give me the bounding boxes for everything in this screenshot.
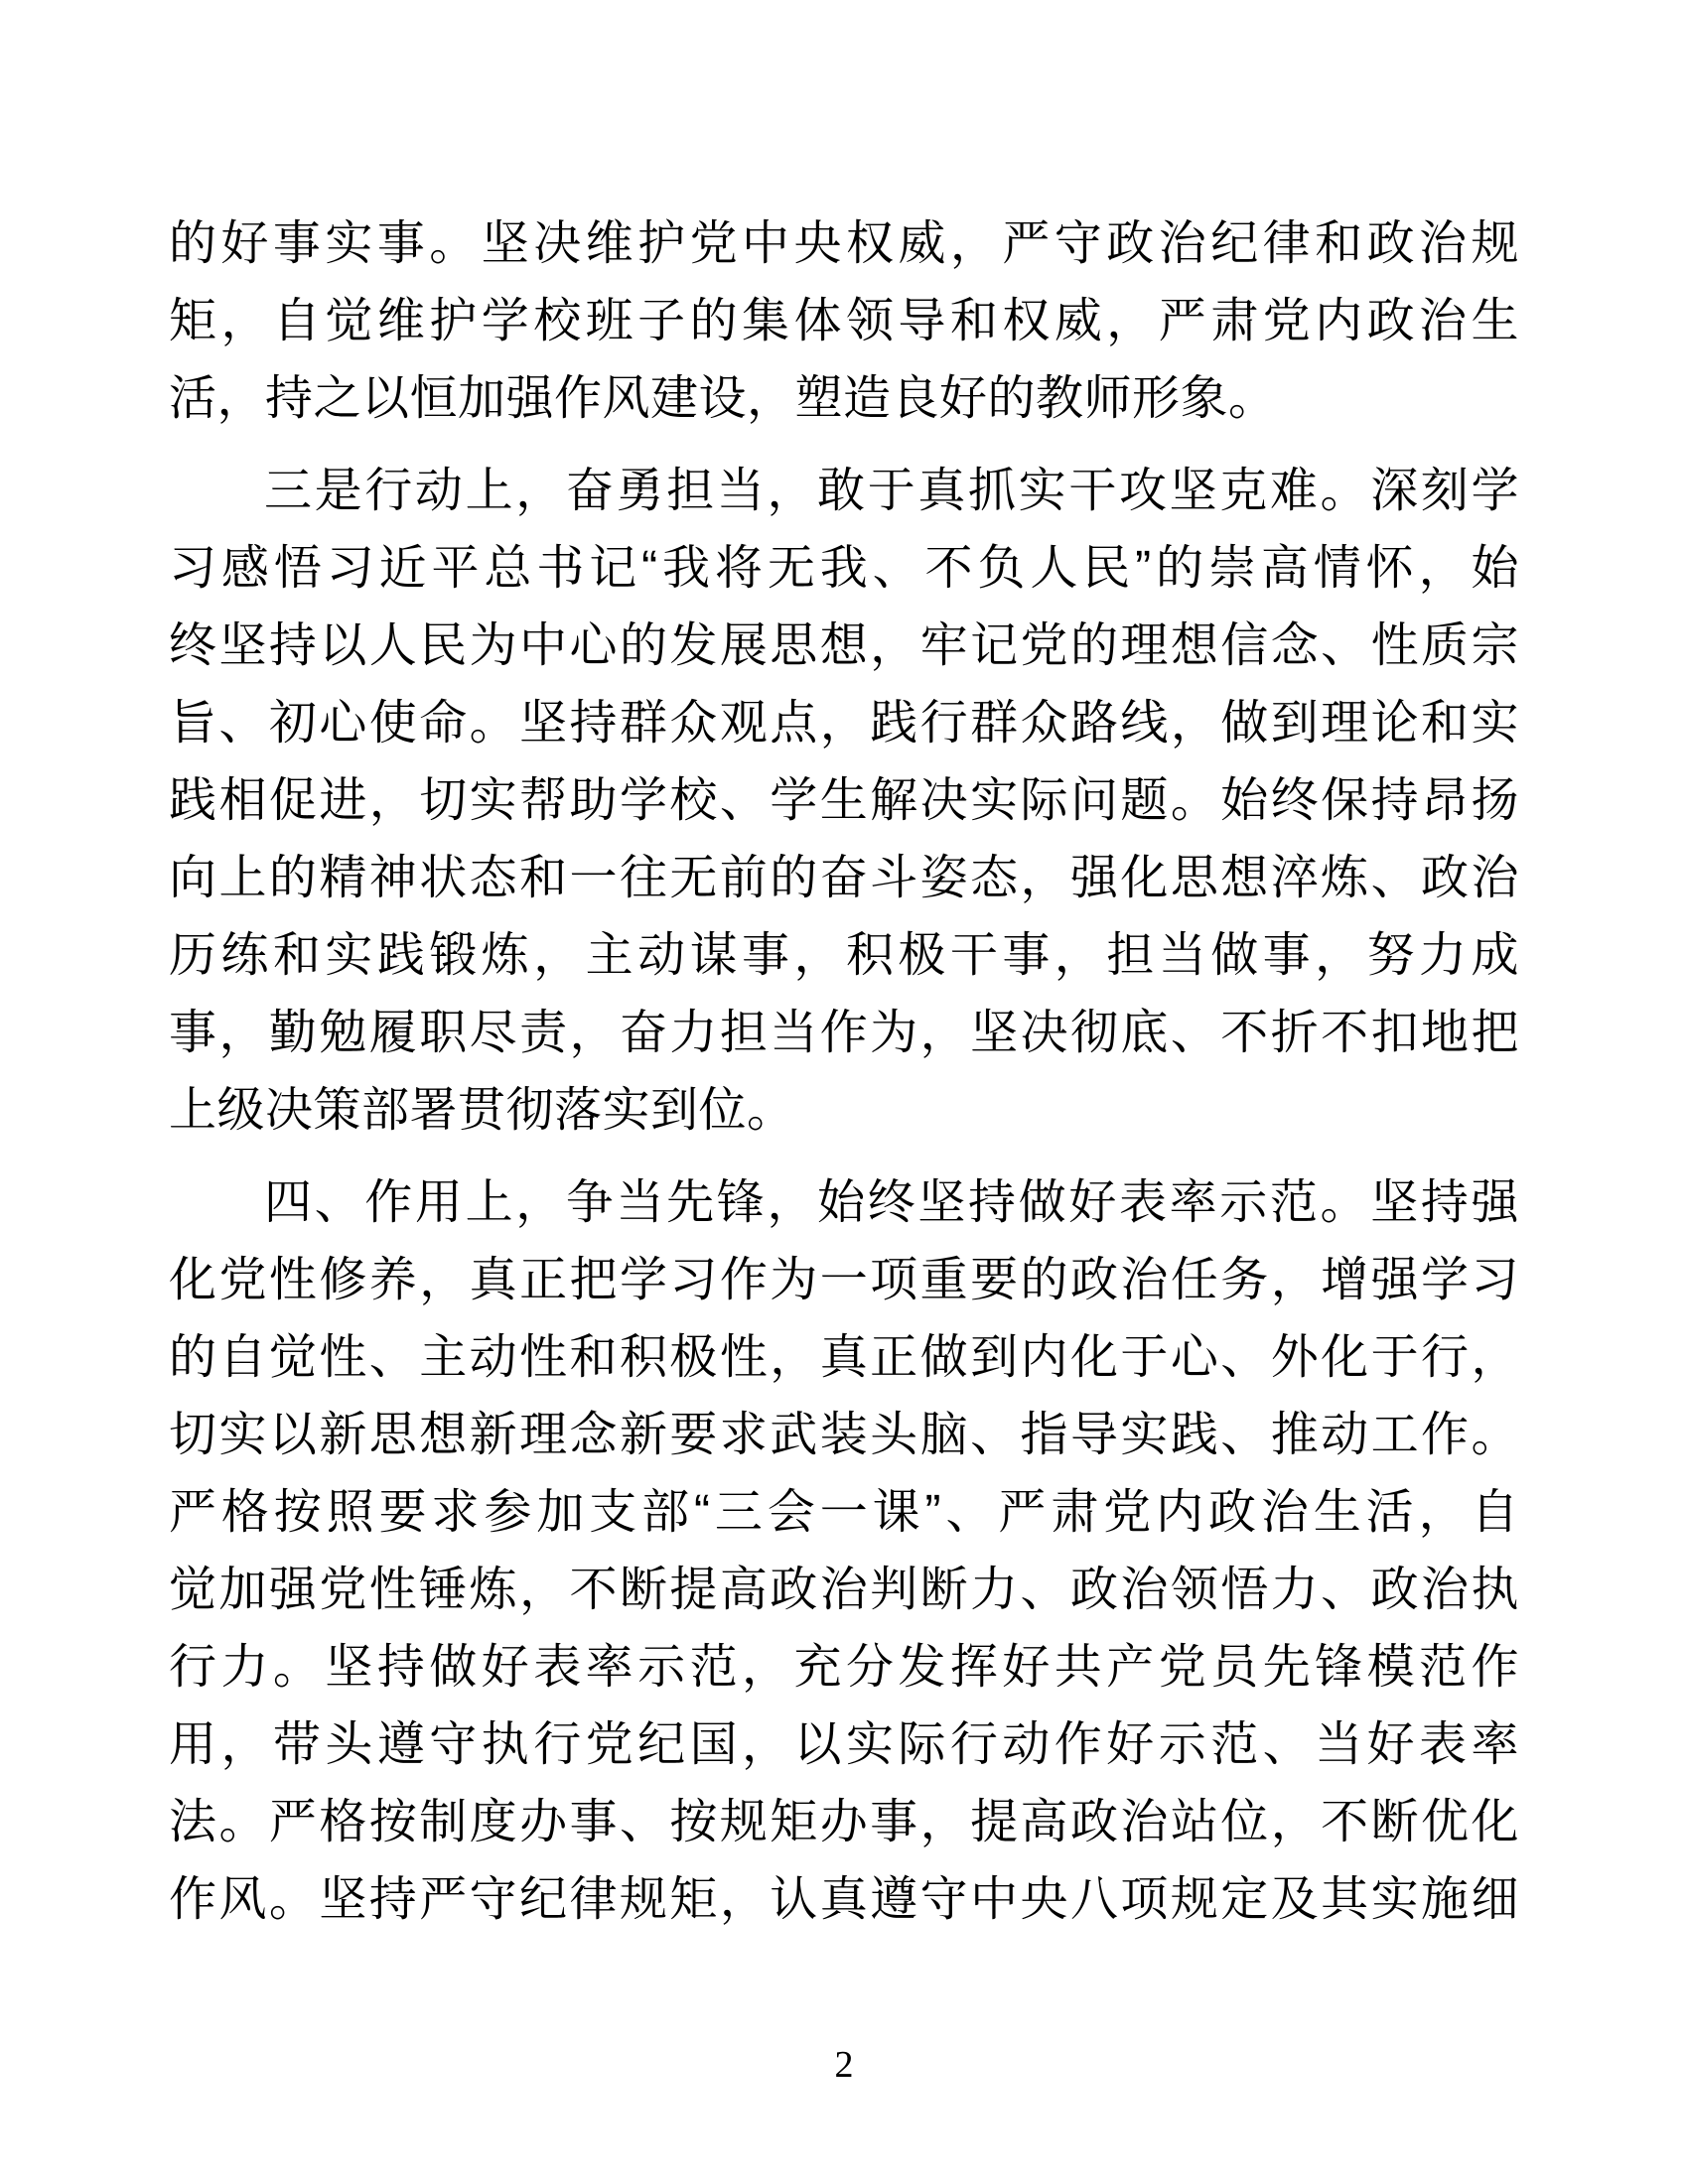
text-line: 上级决策部署贯彻落实到位。 — [169, 1084, 795, 1137]
page-number: 2 — [834, 2044, 854, 2086]
text-line: 三是行动上，奋勇担当，敢于真抓实干攻坚克难。深刻学 — [264, 465, 1519, 517]
text-line: 用，带头遵守执行党纪国，以实际行动作好示范、当好表率 — [169, 1718, 1519, 1771]
text-line: 严格按照要求参加支部“三会一课”、严肃党内政治生活，自 — [169, 1486, 1519, 1539]
text-line: 活，持之以恒加强作风建设，塑造良好的教师形象。 — [169, 372, 1277, 425]
text-line: 终坚持以人民为中心的发展思想，牢记党的理想信念、性质宗 — [169, 619, 1519, 672]
paragraph — [169, 205, 1519, 438]
text-line: 的自觉性、主动性和积极性，真正做到内化于心、外化于行， — [169, 1331, 1519, 1384]
text-line: 作风。坚持严守纪律规矩，认真遵守中央八项规定及其实施细 — [169, 1873, 1519, 1926]
text-line: 矩，自觉维护学校班子的集体领导和权威，严肃党内政治生 — [169, 295, 1519, 347]
text-line: 四、作用上，争当先锋，始终坚持做好表率示范。坚持强 — [264, 1176, 1519, 1229]
page-footer — [0, 2043, 1688, 2087]
text-line: 法。严格按制度办事、按规矩办事，提高政治站位，不断优化 — [169, 1796, 1519, 1848]
text-line: 化党性修养，真正把学习作为一项重要的政治任务，增强学习 — [169, 1254, 1519, 1306]
text-line: 的好事实事。坚决维护党中央权威，严守政治纪律和政治规 — [169, 217, 1519, 270]
text-line: 旨、初心使命。坚持群众观点，践行群众路线，做到理论和实 — [169, 697, 1519, 750]
text-line: 事，勤勉履职尽责，奋力担当作为，坚决彻底、不折不扣地把 — [169, 1007, 1519, 1059]
text-line: 行力。坚持做好表率示范，充分发挥好共产党员先锋模范作 — [169, 1641, 1519, 1694]
text-line: 历练和实践锻炼，主动谋事，积极干事，担当做事，努力成 — [169, 929, 1519, 982]
text-line: 践相促进，切实帮助学校、学生解决实际问题。始终保持昂扬 — [169, 774, 1519, 827]
paragraph — [169, 453, 1519, 1150]
text-line: 觉加强党性锤炼，不断提高政治判断力、政治领悟力、政治执 — [169, 1564, 1519, 1616]
text-line: 习感悟习近平总书记“我将无我、不负人民”的崇高情怀，始 — [169, 542, 1519, 595]
text-line: 向上的精神状态和一往无前的奋斗姿态，强化思想淬炼、政治 — [169, 852, 1519, 904]
document-body — [169, 205, 1519, 1954]
text-line: 切实以新思想新理念新要求武装头脑、指导实践、推动工作。 — [169, 1409, 1519, 1461]
paragraph — [169, 1164, 1519, 1939]
